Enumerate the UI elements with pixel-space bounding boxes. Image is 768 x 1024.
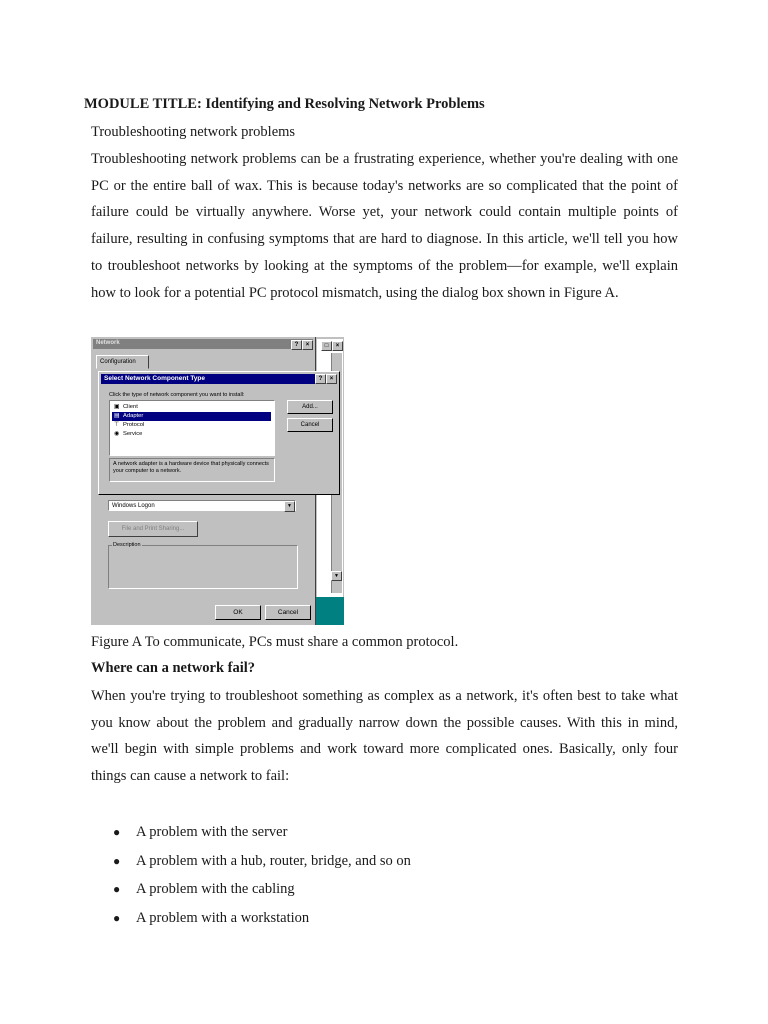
chevron-down-icon: ▼ xyxy=(284,501,295,512)
network-window-titlebar xyxy=(93,339,313,349)
cancel-button-main: Cancel xyxy=(265,605,311,620)
bullet-icon: ● xyxy=(113,910,121,925)
list-item-adapter: ▤ Adapter xyxy=(112,412,271,421)
select-component-dialog xyxy=(98,371,340,495)
module-title-label: MODULE TITLE: xyxy=(84,96,202,112)
client-icon: ▣ xyxy=(114,404,120,410)
section-paragraph: When you're trying to troubleshoot something as complex as a network, it's often best to take what you know about the problem and gradually narrow down the possible causes. With this in mind, we'll begin with simple problems and work toward more complicated ones. Basically, only four things can cause a network to fail: xyxy=(91,688,678,785)
list-item: ● A problem with a workstation xyxy=(0,904,411,933)
bullet-icon: ● xyxy=(113,825,121,839)
description-group xyxy=(108,542,298,589)
ok-button: OK xyxy=(215,605,261,620)
network-window-title: Network xyxy=(96,340,120,346)
protocol-icon: ⊤ xyxy=(114,422,120,428)
close-icon: × xyxy=(332,341,343,351)
failure-causes-list xyxy=(0,818,411,932)
figure-a-screenshot xyxy=(91,337,344,625)
list-item-client: ▣ Client xyxy=(114,404,138,410)
list-item-protocol: ⊤ Protocol xyxy=(114,422,145,428)
file-print-sharing-button: File and Print Sharing... xyxy=(108,521,198,537)
figure-caption: Figure A To communicate, PCs must share a common protocol. xyxy=(91,634,459,650)
cancel-button: Cancel xyxy=(287,418,333,432)
logon-combo xyxy=(108,500,296,511)
description-group-label: Description xyxy=(113,542,141,548)
chevron-down-icon: ▼ xyxy=(331,571,342,581)
bullet-icon: ● xyxy=(113,853,121,868)
close-icon: × xyxy=(302,340,313,350)
component-description: A network adapter is a hardware device that physically connects your computer to a network. xyxy=(109,458,275,482)
dialog-titlebar xyxy=(101,374,337,384)
logon-value: Windows Logon xyxy=(112,503,155,509)
intro-paragraph: Troubleshooting network problems can be a frustrating experience, whether you're dealing with one PC or the entire ball of wax. This is because today's networks are so complicated that the point of failure could be virtually anywhere. Worse yet, your network could contain multiple points of failure, resulting in confusing symptoms that are hard to diagnose. In this article, we'll tell you how to troubleshoot networks by looking at the symptoms of the problem—for example, we'll explain how to look for a potential PC protocol mismatch, using the dialog box shown in Figure A. xyxy=(91,151,678,301)
bullet-icon: ● xyxy=(113,882,121,896)
section-heading: Where can a network fail? xyxy=(91,660,256,676)
subheading: Troubleshooting network problems xyxy=(91,124,296,140)
adapter-icon: ▤ xyxy=(114,413,120,419)
add-button: Add... xyxy=(287,400,333,414)
dialog-instruction: Click the type of network component you want to install: xyxy=(109,392,245,398)
tab-configuration: Configuration xyxy=(96,355,149,369)
component-type-list xyxy=(109,400,275,456)
list-item: ● A problem with a hub, router, bridge, and so on xyxy=(0,847,411,876)
service-icon: ◉ xyxy=(114,431,120,437)
list-item: ● A problem with the cabling xyxy=(0,875,411,904)
module-title xyxy=(84,96,485,113)
close-icon: × xyxy=(326,374,337,384)
list-item: ● A problem with the server xyxy=(0,818,411,847)
desktop-background xyxy=(316,597,344,625)
help-icon: ? xyxy=(291,340,302,350)
dialog-title: Select Network Component Type xyxy=(104,375,206,382)
list-item-service: ◉ Service xyxy=(114,431,143,437)
maximize-icon: □ xyxy=(321,341,332,351)
module-title-text: Identifying and Resolving Network Problems xyxy=(205,96,485,112)
help-icon: ? xyxy=(315,374,326,384)
